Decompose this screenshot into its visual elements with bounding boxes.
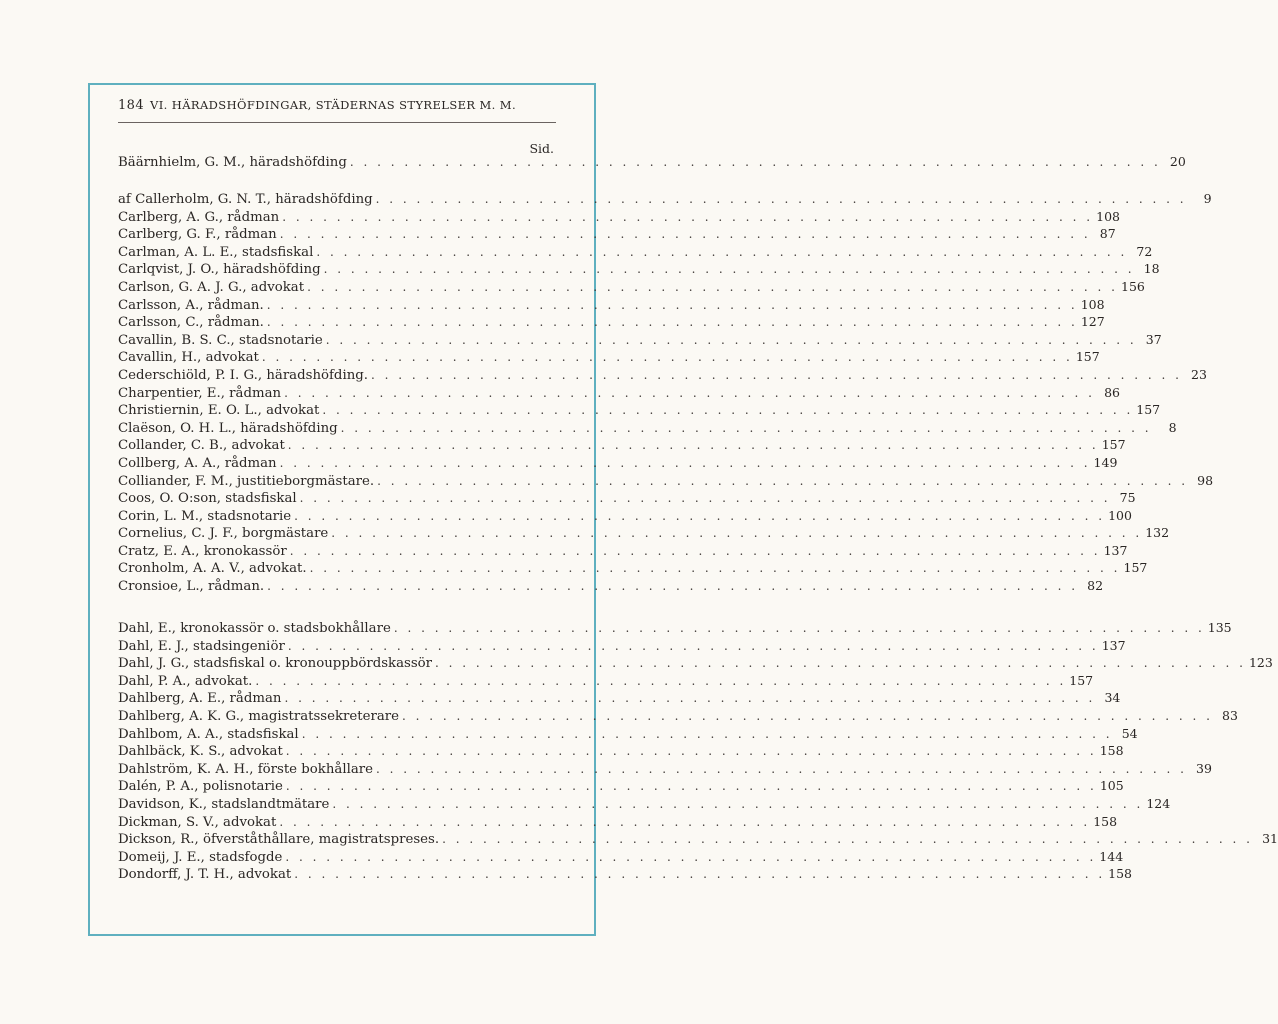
- entry-name: Charpentier, E., rådman: [118, 385, 282, 401]
- entry-page-number: 8: [1168, 419, 1177, 435]
- entry-name: Christiernin, E. O. L., advokat: [118, 403, 320, 419]
- entry-name: Cronholm, A. A. V., advokat.: [118, 561, 307, 577]
- entry-page-number: 23: [1191, 366, 1207, 382]
- entry-name: Domeij, J. E., stadsfogde: [118, 849, 283, 865]
- index-entry: [118, 725, 1138, 743]
- leader-dots: . . . . . . . . . . . . . . . . . . . . . . . . . . . . . . . . . . . . . . . . . . . . . . . . . . . . . . . . . . . .: [287, 438, 1099, 453]
- index-group-b: [118, 153, 1186, 171]
- leader-dots: . . . . . . . . . . . . . . . . . . . . . . . . . . . . . . . . . . . . . . . . . . . . . . . . . . . . . . . . . . . .: [307, 279, 1118, 294]
- index-entry: [118, 777, 1124, 795]
- index-entry: [118, 366, 1207, 384]
- index-entry: [118, 348, 1100, 366]
- entry-name: Dahlström, K. A. H., förste bokhållare: [118, 761, 373, 777]
- entry-name: Dickman, S. V., advokat: [118, 814, 277, 830]
- index-entry: [118, 795, 1171, 813]
- leader-dots: . . . . . . . . . . . . . . . . . . . . . . . . . . . . . . . . . . . . . . . . . . . . . . . . . . . . . . . . . . . .: [316, 244, 1128, 259]
- entry-page-number: 87: [1099, 226, 1116, 242]
- index-group-d: [118, 619, 1278, 883]
- entry-page-number: 137: [1101, 637, 1126, 653]
- leader-dots: . . . . . . . . . . . . . . . . . . . . . . . . . . . . . . . . . . . . . . . . . . . . . . . . . . . . . . . . . . . .: [323, 262, 1135, 277]
- leader-dots: . . . . . . . . . . . . . . . . . . . . . . . . . . . . . . . . . . . . . . . . . . . . . . . . . . . . . . . . . . . .: [294, 867, 1106, 882]
- leader-dots: . . . . . . . . . . . . . . . . . . . . . . . . . . . . . . . . . . . . . . . . . . . . . . . . . . . . . . . . . . . .: [294, 508, 1106, 523]
- column-label: Sid.: [529, 141, 554, 156]
- leader-dots: . . . . . . . . . . . . . . . . . . . . . . . . . . . . . . . . . . . . . . . . . . . . . . . . . . . . . . . . . . . .: [331, 526, 1143, 541]
- entry-name: Carlsson, C., rådman.: [118, 315, 264, 331]
- entry-page-number: 83: [1222, 707, 1238, 723]
- leader-dots: . . . . . . . . . . . . . . . . . . . . . . . . . . . . . . . . . . . . . . . . . . . . . . . . . . . . . . . . . . . .: [371, 367, 1182, 382]
- entry-name: Carlqvist, J. O., häradshöfding: [118, 262, 321, 278]
- leader-dots: . . . . . . . . . . . . . . . . . . . . . . . . . . . . . . . . . . . . . . . . . . . . . . . . . . . . . . . . . . . .: [393, 621, 1205, 635]
- index-entry: [118, 830, 1278, 848]
- leader-dots: . . . . . . . . . . . . . . . . . . . . . . . . . . . . . . . . . . . . . . . . . . . . . . . . . . . . . . . . . . . .: [301, 726, 1113, 741]
- entry-page-number: 75: [1119, 490, 1136, 506]
- entry-page-number: 158: [1099, 743, 1124, 759]
- entry-name: Cavallin, H., advokat: [118, 350, 259, 366]
- leader-dots: . . . . . . . . . . . . . . . . . . . . . . . . . . . . . . . . . . . . . . . . . . . . . . . . . . . . . . . . . . . .: [332, 796, 1144, 811]
- leader-dots: . . . . . . . . . . . . . . . . . . . . . . . . . . . . . . . . . . . . . . . . . . . . . . . . . . . . . . . . . . . .: [376, 761, 1187, 776]
- leader-dots: . . . . . . . . . . . . . . . . . . . . . . . . . . . . . . . . . . . . . . . . . . . . . . . . . . . . . . . . . . . .: [349, 155, 1161, 169]
- entry-name: Cederschiöld, P. I. G., häradshöfding.: [118, 367, 368, 383]
- entry-name: Dahl, E., kronokassör o. stadsbokhållare: [118, 621, 391, 636]
- entry-name: Dickson, R., öfverståthållare, magistratspreses.: [118, 832, 440, 848]
- entry-name: Colliander, F. M., justitieborgmästare.: [118, 473, 375, 489]
- entry-name: Cornelius, C. J. F., borgmästare: [118, 526, 329, 542]
- entry-name: Cratz, E. A., kronokassör: [118, 543, 287, 559]
- header-title: VI. HÄRADSHÖFDINGAR, STÄDERNAS STYRELSER M. M.: [150, 98, 517, 112]
- index-entry: [118, 331, 1162, 349]
- entry-page-number: 98: [1197, 472, 1214, 488]
- page-frame: [88, 83, 1278, 936]
- entry-page-number: 108: [1080, 296, 1105, 312]
- entry-name: Dondorff, J. T. H., advokat: [118, 867, 292, 883]
- index-entry: [118, 865, 1132, 883]
- leader-dots: . . . . . . . . . . . . . . . . . . . . . . . . . . . . . . . . . . . . . . . . . . . . . . . . . . . . . . . . . . . .: [340, 420, 1152, 435]
- leader-dots: . . . . . . . . . . . . . . . . . . . . . . . . . . . . . . . . . . . . . . . . . . . . . . . . . . . . . . . . . . . .: [284, 385, 1095, 400]
- entry-name: Dahl, J. G., stadsfiskal o. kronouppbördskassör: [118, 656, 433, 672]
- entry-page-number: 9: [1203, 191, 1212, 206]
- entry-page-number: 124: [1146, 795, 1171, 811]
- leader-dots: . . . . . . . . . . . . . . . . . . . . . . . . . . . . . . . . . . . . . . . . . . . . . . . . . . . . . . . . . . . .: [255, 673, 1067, 688]
- leader-dots: . . . . . . . . . . . . . . . . . . . . . . . . . . . . . . . . . . . . . . . . . . . . . . . . . . . . . . . . . . . .: [279, 455, 1091, 470]
- index-entry: [118, 454, 1118, 472]
- entry-page-number: 157: [1123, 560, 1148, 576]
- index-entry: [118, 542, 1128, 560]
- leader-dots: . . . . . . . . . . . . . . . . . . . . . . . . . . . . . . . . . . . . . . . . . . . . . . . . . . . . . . . . . . . .: [279, 227, 1091, 242]
- index-entry: [118, 813, 1118, 831]
- leader-dots: . . . . . . . . . . . . . . . . . . . . . . . . . . . . . . . . . . . . . . . . . . . . . . . . . . . . . . . . . . . .: [285, 779, 1097, 794]
- entry-name: Coos, O. O:son, stadsfiskal: [118, 491, 297, 507]
- entry-page-number: 158: [1093, 813, 1118, 829]
- entry-page-number: 18: [1143, 261, 1160, 277]
- entry-name: Claëson, O. H. L., häradshöfding: [118, 420, 338, 436]
- entry-page-number: 20: [1169, 154, 1186, 169]
- leader-dots: . . . . . . . . . . . . . . . . . . . . . . . . . . . . . . . . . . . . . . . . . . . . . . . . . . . . . . . . . . . .: [285, 744, 1097, 759]
- entry-name: Dahlberg, A. K. G., magistratssekreterare: [118, 708, 399, 724]
- entry-page-number: 72: [1136, 243, 1153, 259]
- entry-name: Dahl, E. J., stadsingeniör: [118, 638, 285, 654]
- entry-name: af Callerholm, G. N. T., häradshöfding: [118, 192, 373, 207]
- index-entry: [118, 153, 1186, 171]
- leader-dots: . . . . . . . . . . . . . . . . . . . . . . . . . . . . . . . . . . . . . . . . . . . . . . . . . . . . . . . . . . . .: [377, 473, 1189, 488]
- index-entry: [118, 689, 1121, 707]
- entry-name: Dahl, P. A., advokat.: [118, 673, 253, 689]
- entry-page-number: 132: [1145, 525, 1170, 541]
- leader-dots: . . . . . . . . . . . . . . . . . . . . . . . . . . . . . . . . . . . . . . . . . . . . . . . . . . . . . . . . . . . .: [266, 297, 1078, 312]
- index-entry: [118, 401, 1161, 419]
- leader-dots: . . . . . . . . . . . . . . . . . . . . . . . . . . . . . . . . . . . . . . . . . . . . . . . . . . . . . . . . . . . .: [282, 209, 1094, 224]
- leader-dots: . . . . . . . . . . . . . . . . . . . . . . . . . . . . . . . . . . . . . . . . . . . . . . . . . . . . . . . . . . . .: [279, 814, 1091, 829]
- entry-page-number: 31: [1262, 831, 1278, 847]
- entry-name: Dahlbäck, K. S., advokat: [118, 744, 283, 760]
- leader-dots: . . . . . . . . . . . . . . . . . . . . . . . . . . . . . . . . . . . . . . . . . . . . . . . . . . . . . . . . . . . .: [299, 491, 1111, 506]
- entry-name: Carlson, G. A. J. G., advokat: [118, 279, 305, 295]
- index-entry: [118, 507, 1132, 525]
- index-entry: [118, 760, 1212, 778]
- entry-name: Collander, C. B., advokat: [118, 438, 285, 454]
- index-entry: [118, 559, 1148, 577]
- index-entry: [118, 190, 1212, 208]
- entry-page-number: 82: [1087, 578, 1104, 594]
- entry-name: Corin, L. M., stadsnotarie: [118, 508, 292, 524]
- entry-name: Carlman, A. L. E., stadsfiskal: [118, 244, 314, 260]
- index-entry: [118, 472, 1214, 490]
- entry-page-number: 39: [1196, 760, 1212, 776]
- leader-dots: . . . . . . . . . . . . . . . . . . . . . . . . . . . . . . . . . . . . . . . . . . . . . . . . . . . . . . . . . . . .: [267, 579, 1079, 594]
- entry-name: Cronsioe, L., rådman.: [118, 579, 265, 595]
- index-entry: [118, 654, 1273, 672]
- entry-page-number: 37: [1145, 331, 1162, 347]
- entry-name: Carlsson, A., rådman.: [118, 297, 264, 313]
- entry-name: Carlberg, G. F., rådman: [118, 227, 277, 243]
- index-entry: [118, 619, 1232, 637]
- entry-page-number: 157: [1075, 349, 1100, 365]
- entry-name: Bäärnhielm, G. M., häradshöfding: [118, 155, 347, 170]
- index-entry: [118, 419, 1177, 437]
- index-entry: [118, 489, 1136, 507]
- leader-dots: . . . . . . . . . . . . . . . . . . . . . . . . . . . . . . . . . . . . . . . . . . . . . . . . . . . . . . . . . . . .: [435, 656, 1246, 671]
- index-entry: [118, 278, 1145, 296]
- entry-page-number: 156: [1121, 278, 1145, 294]
- leader-dots: . . . . . . . . . . . . . . . . . . . . . . . . . . . . . . . . . . . . . . . . . . . . . . . . . . . . . . . . . . . .: [266, 315, 1078, 330]
- entry-page-number: 157: [1101, 437, 1126, 453]
- entry-page-number: 108: [1096, 208, 1120, 224]
- entry-page-number: 137: [1103, 542, 1128, 558]
- leader-dots: . . . . . . . . . . . . . . . . . . . . . . . . . . . . . . . . . . . . . . . . . . . . . . . . . . . . . . . . . . . .: [375, 192, 1187, 206]
- index-entry: [118, 243, 1153, 261]
- entry-page-number: 100: [1108, 507, 1132, 523]
- leader-dots: . . . . . . . . . . . . . . . . . . . . . . . . . . . . . . . . . . . . . . . . . . . . . . . . . . . . . . . . . . . .: [289, 543, 1101, 558]
- leader-dots: . . . . . . . . . . . . . . . . . . . . . . . . . . . . . . . . . . . . . . . . . . . . . . . . . . . . . . . . . . . .: [309, 561, 1121, 576]
- index-group-c: [118, 190, 1214, 595]
- leader-dots: . . . . . . . . . . . . . . . . . . . . . . . . . . . . . . . . . . . . . . . . . . . . . . . . . . . . . . . . . . . .: [284, 691, 1096, 706]
- entry-name: Dahlberg, A. E., rådman: [118, 691, 282, 707]
- index-entry: [118, 436, 1126, 454]
- leader-dots: . . . . . . . . . . . . . . . . . . . . . . . . . . . . . . . . . . . . . . . . . . . . . . . . . . . . . . . . . . . .: [442, 832, 1253, 847]
- index-entry: [118, 208, 1120, 226]
- entry-page-number: 34: [1104, 690, 1121, 706]
- leader-dots: . . . . . . . . . . . . . . . . . . . . . . . . . . . . . . . . . . . . . . . . . . . . . . . . . . . . . . . . . . . .: [261, 350, 1073, 365]
- entry-name: Carlberg, A. G., rådman: [118, 209, 280, 225]
- leader-dots: . . . . . . . . . . . . . . . . . . . . . . . . . . . . . . . . . . . . . . . . . . . . . . . . . . . . . . . . . . . .: [325, 332, 1137, 347]
- entry-page-number: 157: [1069, 672, 1094, 688]
- entry-page-number: 123: [1248, 655, 1273, 671]
- index-entry: [118, 707, 1238, 725]
- leader-dots: . . . . . . . . . . . . . . . . . . . . . . . . . . . . . . . . . . . . . . . . . . . . . . . . . . . . . . . . . . . .: [287, 638, 1099, 653]
- index-entry: [118, 672, 1094, 690]
- index-entry: [118, 313, 1105, 331]
- index-entry: [118, 296, 1105, 314]
- index-entry: [118, 260, 1160, 278]
- entry-name: Collberg, A. A., rådman: [118, 455, 277, 471]
- header-rule: [118, 122, 556, 123]
- index-entry: [118, 577, 1104, 595]
- entry-page-number: 54: [1121, 725, 1138, 741]
- leader-dots: . . . . . . . . . . . . . . . . . . . . . . . . . . . . . . . . . . . . . . . . . . . . . . . . . . . . . . . . . . . .: [285, 849, 1097, 864]
- index-entry: [118, 384, 1120, 402]
- index-entry: [118, 524, 1170, 542]
- entry-page-number: 127: [1080, 314, 1105, 330]
- entry-name: Cavallin, B. S. C., stadsnotarie: [118, 332, 323, 348]
- index-entry: [118, 637, 1126, 655]
- entry-page-number: 105: [1099, 778, 1124, 794]
- entry-page-number: 86: [1104, 384, 1120, 400]
- index-entry: [118, 225, 1116, 243]
- leader-dots: . . . . . . . . . . . . . . . . . . . . . . . . . . . . . . . . . . . . . . . . . . . . . . . . . . . . . . . . . . . .: [402, 708, 1213, 723]
- entry-name: Dalén, P. A., polisnotarie: [118, 779, 283, 795]
- leader-dots: . . . . . . . . . . . . . . . . . . . . . . . . . . . . . . . . . . . . . . . . . . . . . . . . . . . . . . . . . . . .: [322, 403, 1134, 418]
- entry-page-number: 149: [1093, 454, 1118, 470]
- entry-page-number: 158: [1108, 866, 1132, 882]
- entry-name: Davidson, K., stadslandtmätare: [118, 796, 330, 812]
- entry-page-number: 135: [1207, 620, 1232, 635]
- index-entry: [118, 848, 1124, 866]
- entry-page-number: 144: [1099, 848, 1124, 864]
- entry-name: Dahlbom, A. A., stadsfiskal: [118, 726, 299, 742]
- entry-page-number: 157: [1136, 402, 1161, 418]
- header-page-number: 184: [118, 98, 145, 113]
- index-entry: [118, 742, 1124, 760]
- running-header: [118, 98, 556, 113]
